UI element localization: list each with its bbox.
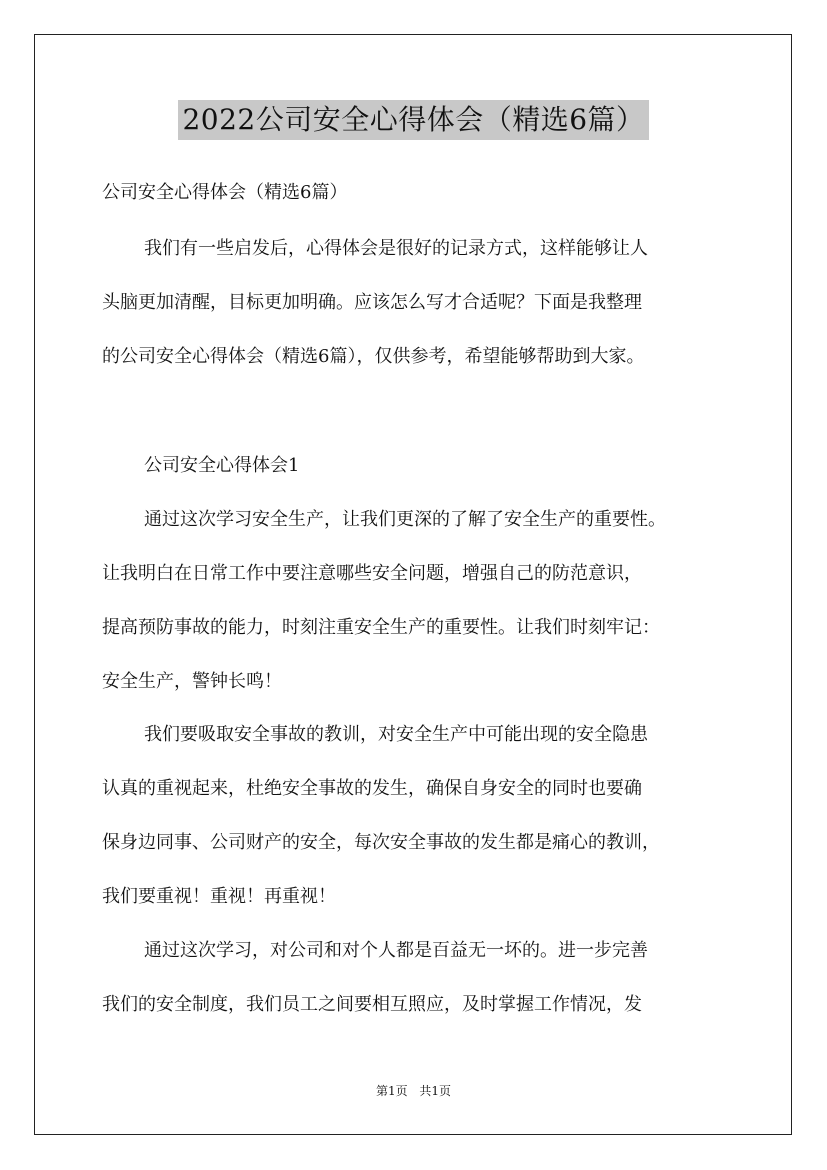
body-line-8: 我们要重视！重视！再重视！ — [102, 886, 336, 907]
page-count: 共1页 — [419, 1084, 452, 1098]
page-footer — [0, 1083, 827, 1099]
body-line-2: 让我明白在日常工作中要注意哪些安全问题，增强自己的防范意识， — [102, 563, 642, 584]
intro-line-1: 我们有一些启发后，心得体会是很好的记录方式，这样能够让人 — [144, 238, 648, 259]
body-line-10: 我们的安全制度，我们员工之间要相互照应，及时掌握工作情况，发 — [102, 994, 642, 1015]
body-line-3: 提高预防事故的能力，时刻注重安全生产的重要性。让我们时刻牢记： — [102, 617, 660, 638]
intro-line-2: 头脑更加清醒，目标更加明确。应该怎么写才合适呢？下面是我整理 — [102, 292, 642, 313]
body-line-1: 通过这次学习安全生产，让我们更深的了解了安全生产的重要性。 — [144, 509, 666, 530]
title-container — [0, 100, 827, 140]
section-heading-1: 公司安全心得体会1 — [144, 455, 300, 476]
subtitle-line: 公司安全心得体会（精选6篇） — [102, 182, 348, 203]
body-line-5: 我们要吸取安全事故的教训，对安全生产中可能出现的安全隐患 — [144, 724, 648, 745]
body-line-4: 安全生产，警钟长鸣！ — [102, 671, 282, 692]
intro-line-3: 的公司安全心得体会（精选6篇），仅供参考，希望能够帮助到大家。 — [102, 346, 645, 367]
document-title: 2022公司安全心得体会（精选6篇） — [178, 100, 648, 140]
body-line-9: 通过这次学习，对公司和对个人都是百益无一坏的。进一步完善 — [144, 940, 648, 961]
body-line-7: 保身边同事、公司财产的安全，每次安全事故的发生都是痛心的教训， — [102, 832, 660, 853]
page-number: 第1页 — [375, 1084, 408, 1098]
body-line-6: 认真的重视起来，杜绝安全事故的发生，确保自身安全的同时也要确 — [102, 778, 642, 799]
